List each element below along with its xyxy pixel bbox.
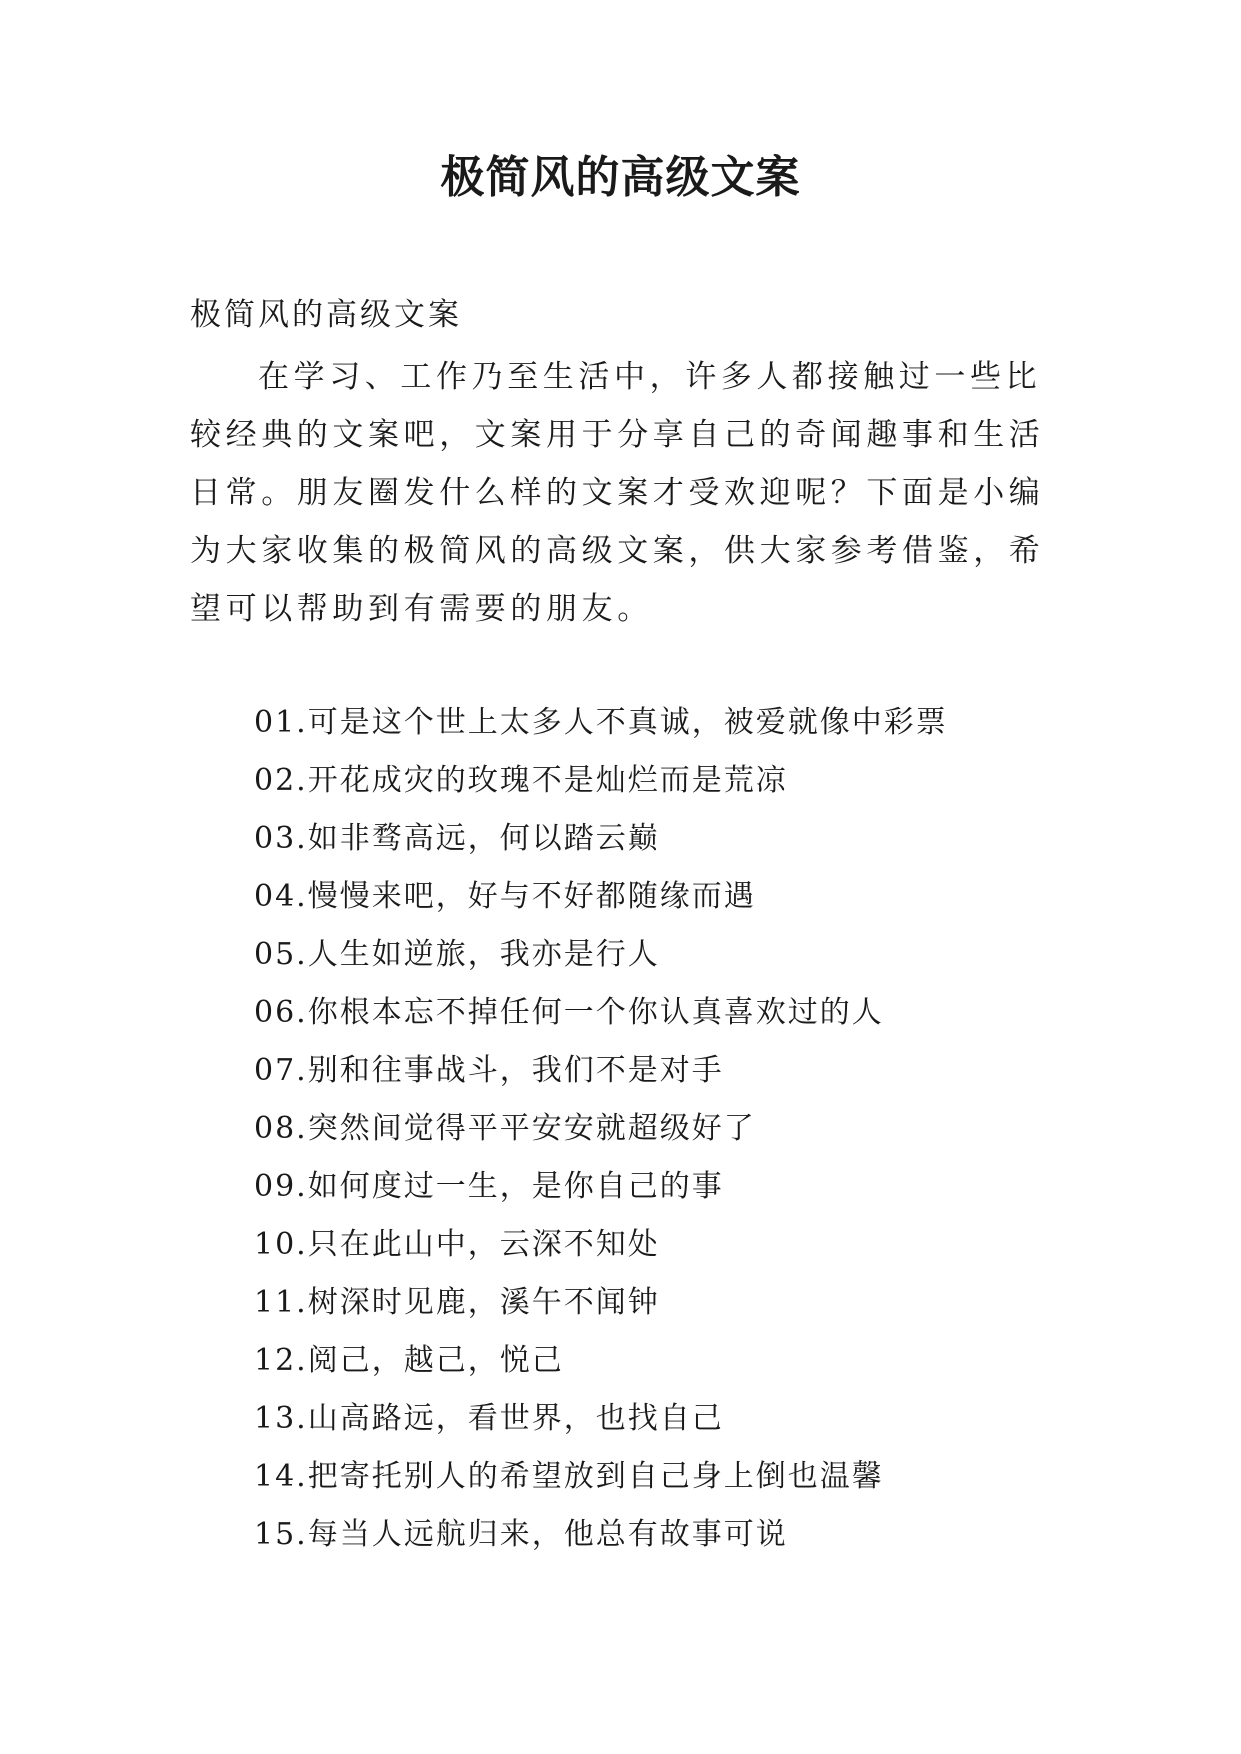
quote-item-09: 09.如何度过一生，是你自己的事 — [254, 1169, 724, 1204]
quote-item-12: 12.阅己，越己，悦己 — [254, 1343, 564, 1378]
document-title: 极简风的高级文案 — [440, 152, 801, 203]
quote-item-01: 01.可是这个世上太多人不真诚，被爱就像中彩票 — [254, 705, 948, 740]
quote-item-03: 03.如非骛高远，何以踏云巅 — [254, 821, 660, 856]
quote-item-13: 13.山高路远，看世界，也找自己 — [254, 1401, 724, 1436]
quote-item-02: 02.开花成灾的玫瑰不是灿烂而是荒凉 — [254, 763, 788, 798]
document-subheading: 极简风的高级文案 — [190, 297, 462, 333]
intro-paragraph: 在学习、工作乃至生活中，许多人都接触过一些比较经典的文案吧，文案用于分享自己的奇闻趣事和生活日常。朋友圈发什么样的文案才受欢迎呢？下面是小编为大家收集的极简风的高级文案，供大家参考借鉴，希望可以帮助到有需要的朋友。 — [190, 359, 1045, 627]
quote-item-06: 06.你根本忘不掉任何一个你认真喜欢过的人 — [254, 995, 884, 1030]
quote-item-15: 15.每当人远航归来，他总有故事可说 — [254, 1517, 788, 1552]
quote-list — [254, 694, 1054, 1564]
quote-item-14: 14.把寄托别人的希望放到自己身上倒也温馨 — [254, 1459, 884, 1494]
quote-item-04: 04.慢慢来吧，好与不好都随缘而遇 — [254, 879, 756, 914]
quote-item-05: 05.人生如逆旅，我亦是行人 — [254, 937, 660, 972]
quote-item-08: 08.突然间觉得平平安安就超级好了 — [254, 1111, 756, 1146]
quote-item-10: 10.只在此山中，云深不知处 — [254, 1227, 660, 1262]
quote-item-07: 07.别和往事战斗，我们不是对手 — [254, 1053, 724, 1088]
quote-item-11: 11.树深时见鹿，溪午不闻钟 — [254, 1285, 660, 1320]
